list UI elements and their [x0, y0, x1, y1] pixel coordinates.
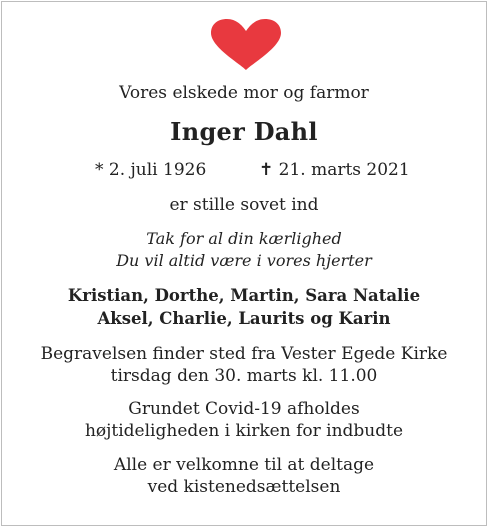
- funeral-info: Begravelsen finder sted fra Vester Egede Kirke: [40, 344, 448, 364]
- covid-notice: Grundet Covid-19 afholdes: [128, 399, 360, 419]
- funeral-info: tirsdag den 30. marts kl. 11.00: [110, 366, 378, 386]
- death-date: ✝ 21. marts 2021: [259, 160, 410, 180]
- welcome-text: Alle er velkomne til at deltage: [113, 455, 375, 475]
- birth-date: * 2. juli 1926: [95, 160, 207, 180]
- status-text: er stille sovet ind: [169, 195, 319, 215]
- deceased-name: Inger Dahl: [170, 117, 318, 146]
- quote-line: Tak for al din kærlighed: [146, 229, 342, 248]
- heart-icon: [209, 19, 283, 71]
- covid-notice: højtideligheden i kirken for indbudte: [84, 421, 404, 441]
- intro-text: Vores elskede mor og farmor: [119, 83, 369, 103]
- obituary-notice: [1, 1, 487, 526]
- family-names: Kristian, Dorthe, Martin, Sara Natalie: [67, 286, 421, 305]
- quote-line: Du vil altid være i vores hjerter: [116, 251, 372, 270]
- family-names: Aksel, Charlie, Laurits og Karin: [97, 309, 391, 328]
- welcome-text: ved kistenedsættelsen: [147, 477, 341, 497]
